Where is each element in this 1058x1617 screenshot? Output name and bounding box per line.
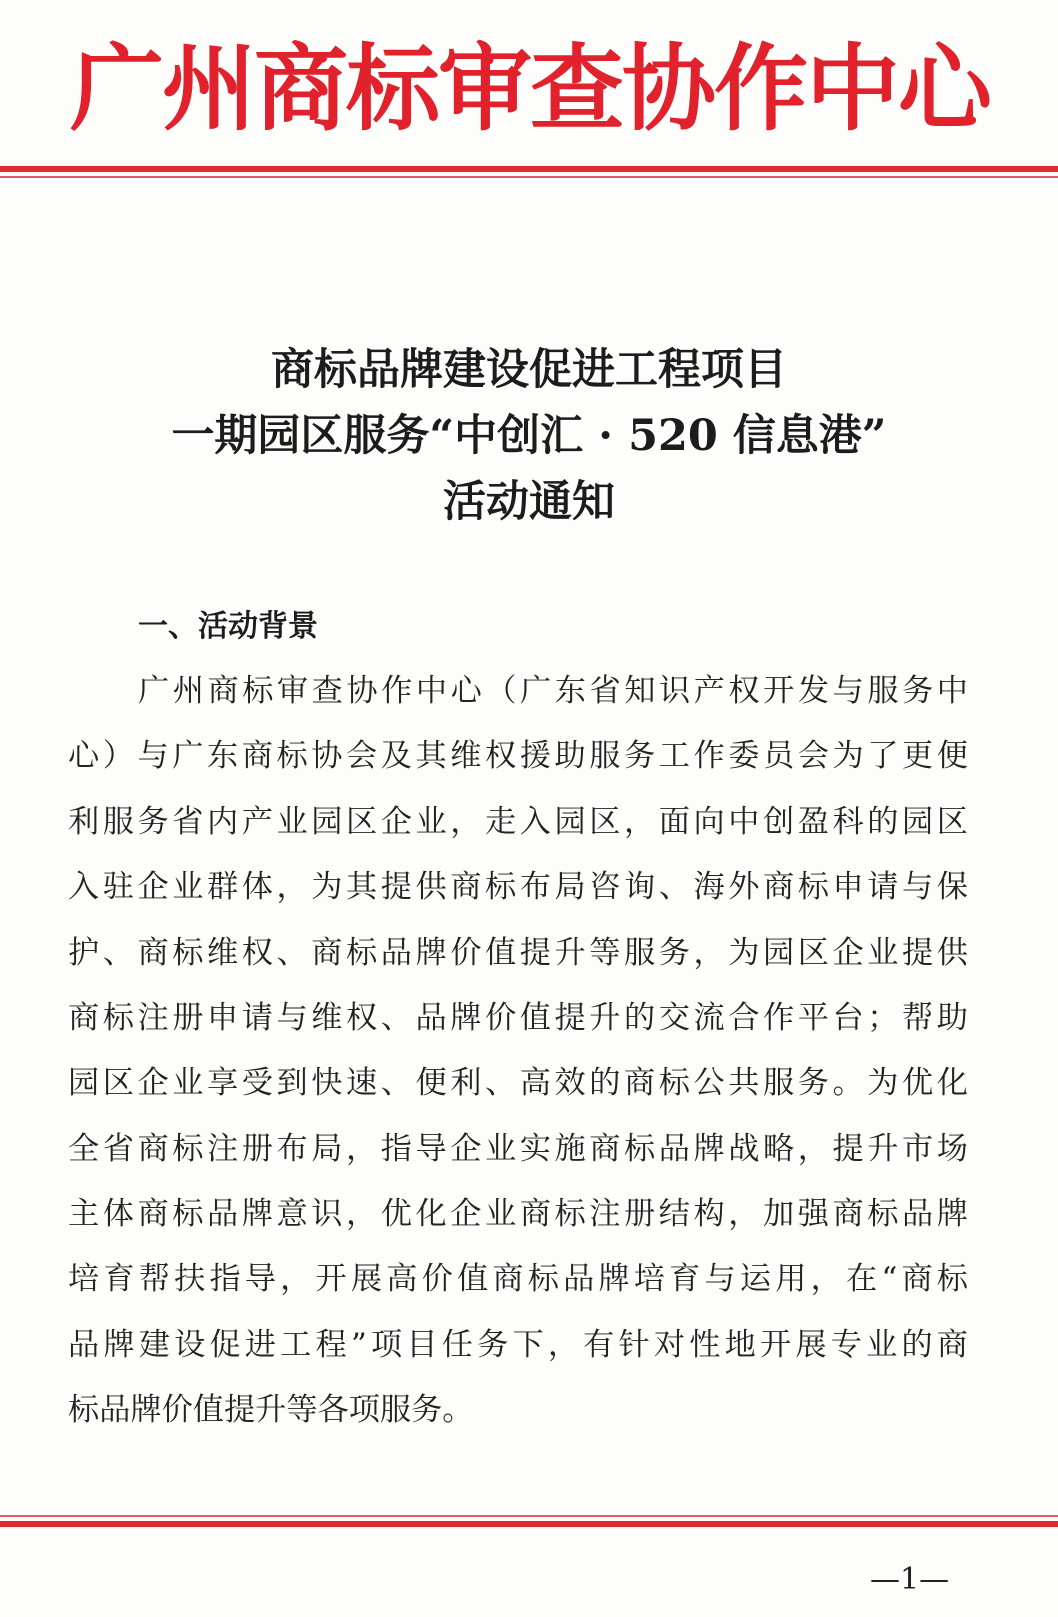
body-text-line: 主体商标品牌意识，优化企业商标注册结构，加强商标品牌 [68,1196,968,1232]
body-text-line: 标品牌价值提升等各项服务。 [68,1392,474,1428]
page-number: —1— [870,1562,950,1597]
body-text-line: 品牌建设促进工程”项目任务下，有针对性地开展专业的商 [68,1327,968,1363]
body-text-line: 入驻企业群体，为其提供商标布局咨询、海外商标申请与保 [68,869,968,905]
body-text-line: 培育帮扶指导，开展高价值商标品牌培育与运用，在“商标 [68,1261,968,1297]
body-text-line: 全省商标注册布局，指导企业实施商标品牌战略，提升市场 [68,1131,968,1167]
body-text-line: 商标注册申请与维权、品牌价值提升的交流合作平台；帮助 [68,1000,968,1036]
footer-rule-thin [0,1515,1058,1517]
section-heading: 一、活动背景 [138,609,318,644]
body-text-line: 广州商标审查协作中心（广东省知识产权开发与服务中 [138,673,968,709]
body-text-line: 利服务省内产业园区企业，走入园区，面向中创盈科的园区 [68,804,968,840]
body-text-line: 心）与广东商标协会及其维权援助服务工作委员会为了更便 [68,738,968,774]
document-title-line-1: 商标品牌建设促进工程项目 [271,345,787,395]
footer-rule-thick [0,1521,1058,1527]
body-text-line: 园区企业享受到快速、便利、高效的商标公共服务。为优化 [68,1065,968,1101]
document-title-line-3: 活动通知 [443,477,615,527]
masthead-rule-thick [0,166,1058,172]
masthead-org-name: 广州商标审查协作中心 [70,35,991,144]
body-text-line: 护、商标维权、商标品牌价值提升等服务，为园区企业提供 [68,935,968,971]
document-title-line-2: 一期园区服务“中创汇 · 520 信息港” [171,411,887,461]
masthead-rule-thin [0,176,1058,178]
